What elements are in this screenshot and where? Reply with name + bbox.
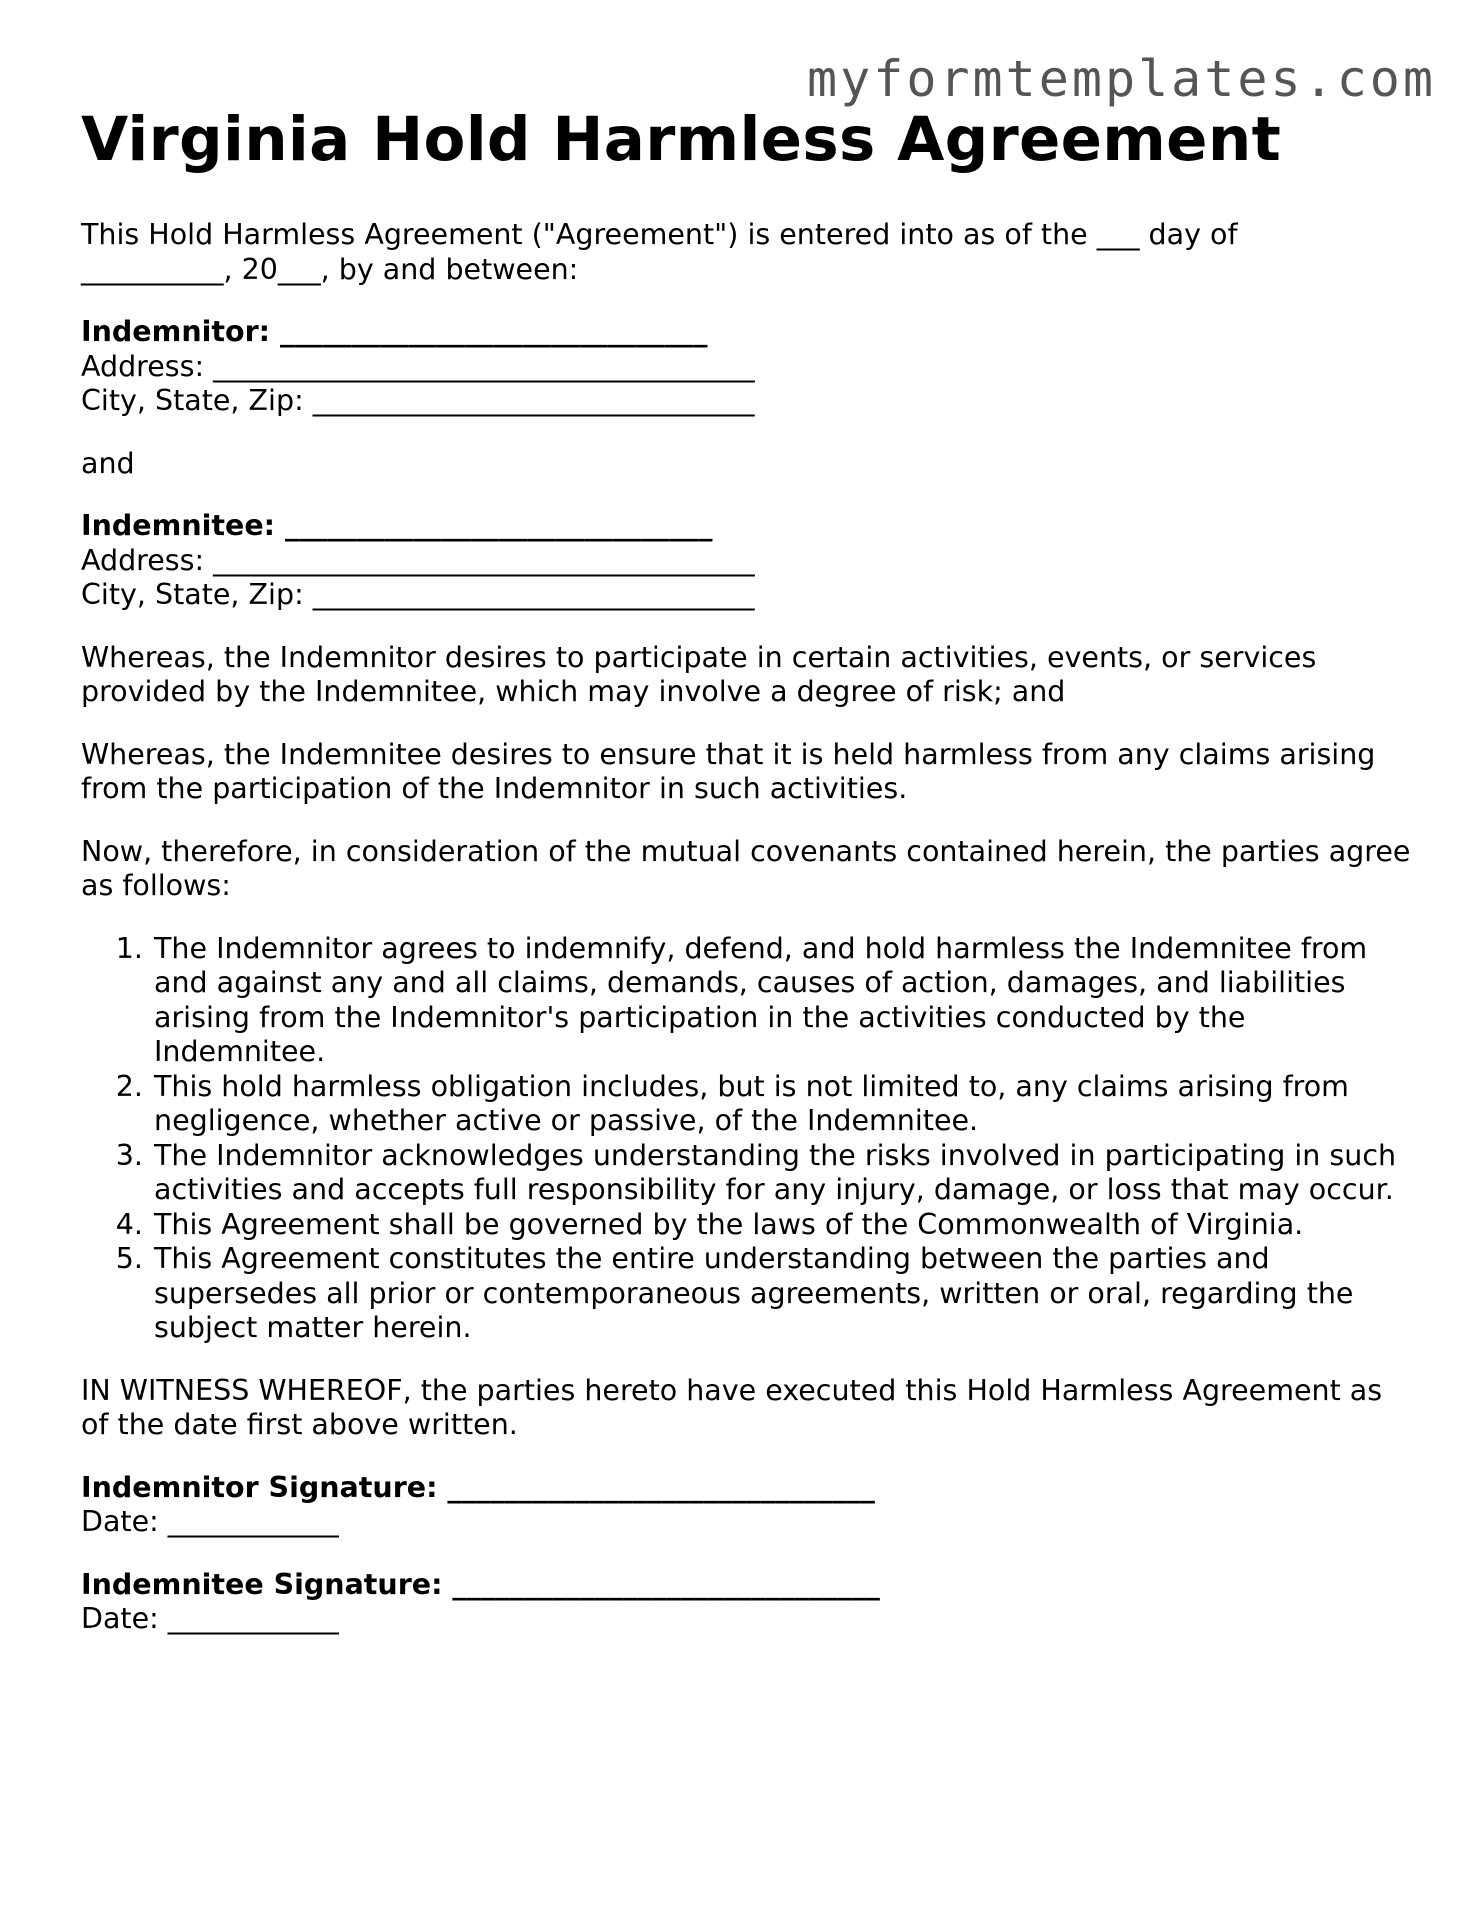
indemnitor-label: Indemnitor: [81, 315, 271, 348]
witness-paragraph: IN WITNESS WHEREOF, the parties hereto have executed this Hold Harmless Agreement as of the date first above written. [81, 1373, 1383, 1441]
whereas-paragraph-1: Whereas, the Indemnitor desires to participate in certain activities, events, or services provided by the Indemnitee, which may involve a degree of risk; and [81, 640, 1317, 708]
indemnitee-city-field: City, State, Zip: _______________________________ [81, 578, 755, 611]
and-text: and [81, 446, 135, 480]
intro-paragraph [81, 218, 1411, 287]
now-therefore-paragraph: Now, therefore, in consideration of the mutual covenants contained herein, the parties agree as follows: [81, 834, 1411, 902]
indemnitor-block [81, 315, 1411, 419]
indemnitee-signature-block [81, 1568, 1411, 1637]
indemnitee-signature-label: Indemnitee Signature: [81, 1567, 443, 1601]
indemnitee-block [81, 509, 1411, 613]
intro-line-2: __________, 20___, by and between: [81, 252, 579, 286]
indemnitor-signature-label: Indemnitor Signature: [81, 1470, 438, 1504]
indemnitee-address-field: Address: ______________________________________ [81, 543, 755, 577]
clause-item: 3. The Indemnitor acknowledges understanding the risks involved in participating in such activities and accepts full responsibility for any injury, damage, or loss that may occur. [152, 1139, 1411, 1208]
document-title: Virginia Hold Harmless Agreement [81, 104, 1282, 175]
indemnitee-signature-field: ______________________________ [442, 1567, 880, 1601]
indemnitor-signature-field: ______________________________ [437, 1470, 875, 1504]
indemnitor-date-field: Date: ____________ [81, 1505, 339, 1538]
indemnitee-name-field: ______________________________ [275, 509, 713, 542]
intro-line-1: This Hold Harmless Agreement ("Agreement") is entered into as of the ___ day of [81, 218, 1238, 251]
indemnitor-city-field: City, State, Zip: _______________________________ [81, 384, 755, 417]
indemnitee-label: Indemnitee: [81, 509, 276, 542]
site-watermark: myformtemplates.com [807, 50, 1436, 108]
indemnitor-address-field: Address: ______________________________________ [81, 349, 755, 383]
clause-item: 4. This Agreement shall be governed by the laws of the Commonwealth of Virginia. [152, 1208, 1411, 1243]
clause-item: 1. The Indemnitor agrees to indemnify, defend, and hold harmless the Indemnitee from and against any and all claims, demands, causes of action, damages, and liabilities arising from the Indemnitor's participation in the activities conducted by the Indemnitee. [152, 932, 1411, 1070]
document-body [81, 98, 1411, 1637]
indemnitor-signature-block [81, 1471, 1411, 1540]
clauses-list [81, 932, 1411, 1346]
clause-item: 2. This hold harmless obligation includes, but is not limited to, any claims arising from negligence, whether active or passive, of the Indemnitee. [152, 1070, 1411, 1139]
indemnitee-date-field: Date: ____________ [81, 1602, 339, 1635]
indemnitor-name-field: ______________________________ [270, 315, 708, 348]
clause-item: 5. This Agreement constitutes the entire understanding between the parties and supersedes all prior or contemporaneous agreements, written or oral, regarding the subject matter herein. [152, 1242, 1411, 1346]
whereas-paragraph-2: Whereas, the Indemnitee desires to ensure that it is held harmless from any claims arising from the participation of the Indemnitor in such activities. [81, 737, 1376, 805]
